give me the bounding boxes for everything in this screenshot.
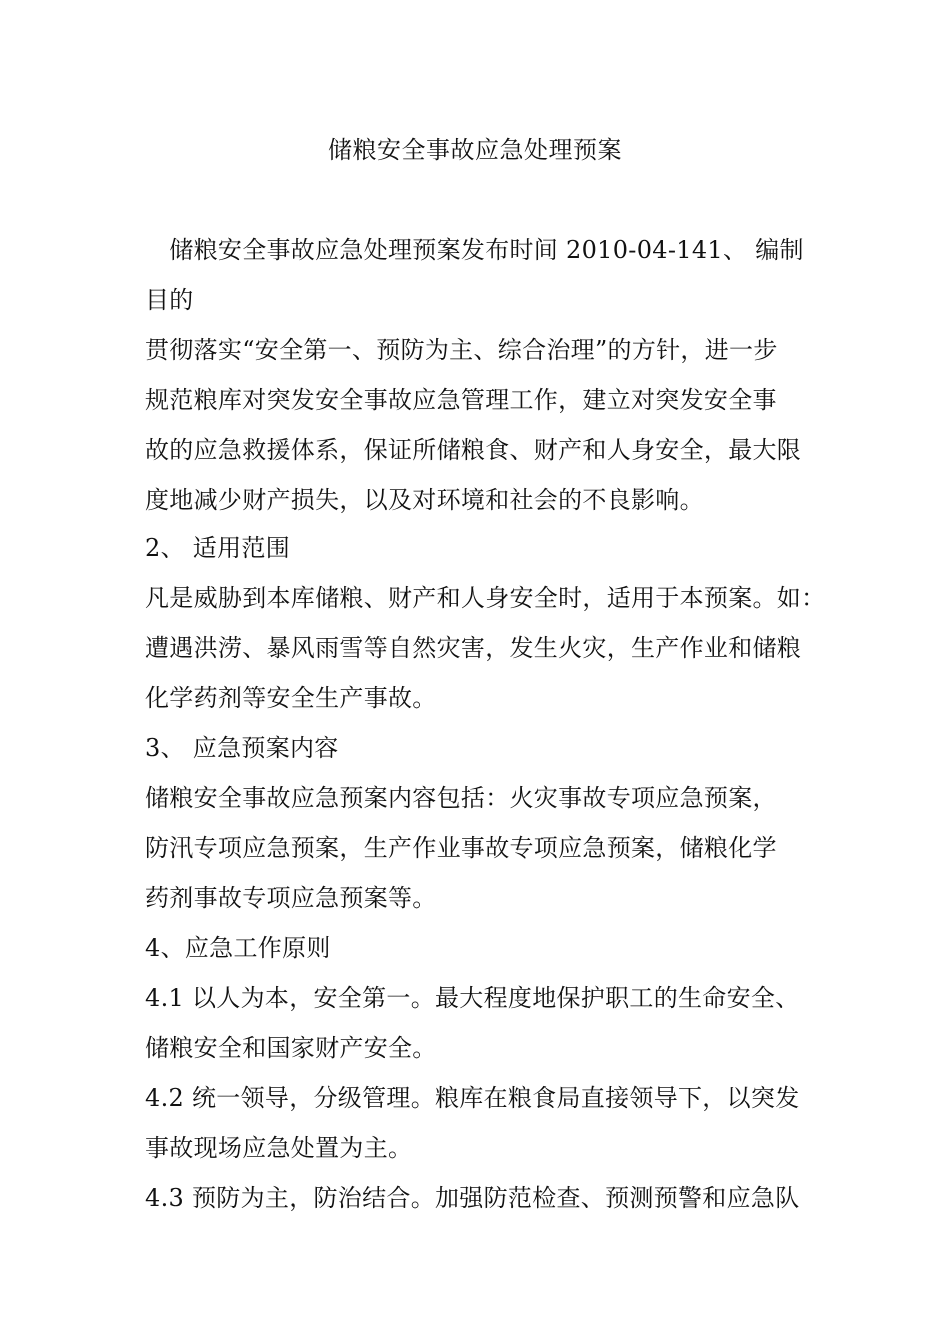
section-heading: 4、应急工作原则 bbox=[145, 934, 331, 962]
paragraph-line: 储粮安全事故应急处理预案发布时间 2010-04-141、 编制 bbox=[145, 236, 804, 264]
paragraph-line: 遭遇洪涝、暴风雨雪等自然灾害，发生火灾，生产作业和储粮 bbox=[145, 634, 802, 662]
paragraph-line: 度地减少财产损失，以及对环境和社会的不良影响。 bbox=[145, 486, 704, 514]
document-title: 储粮安全事故应急处理预案 bbox=[328, 136, 622, 164]
paragraph-line: 储粮安全和国家财产安全。 bbox=[145, 1034, 437, 1062]
paragraph-line: 防汛专项应急预案，生产作业事故专项应急预案，储粮化学 bbox=[145, 834, 777, 862]
paragraph-line: 4.1 以人为本，安全第一。最大程度地保护职工的生命安全、 bbox=[145, 984, 800, 1012]
paragraph-line: 凡是威胁到本库储粮、财产和人身安全时，适用于本预案。如： bbox=[145, 584, 826, 612]
paragraph-line: 目的 bbox=[145, 286, 194, 314]
section-heading: 2、 适用范围 bbox=[145, 534, 290, 562]
paragraph-line: 事故现场应急处置为主。 bbox=[145, 1134, 413, 1162]
paragraph-line: 4.3 预防为主，防治结合。加强防范检查、预测预警和应急队 bbox=[145, 1184, 800, 1212]
section-heading: 3、 应急预案内容 bbox=[145, 734, 339, 762]
paragraph-line: 储粮安全事故应急预案内容包括：火灾事故专项应急预案， bbox=[145, 784, 777, 812]
paragraph-line: 4.2 统一领导，分级管理。粮库在粮食局直接领导下，以突发 bbox=[145, 1084, 800, 1112]
paragraph-line: 贯彻落实“安全第一、预防为主、综合治理”的方针，进一步 bbox=[145, 336, 778, 364]
paragraph-line: 故的应急救援体系，保证所储粮食、财产和人身安全，最大限 bbox=[145, 436, 802, 464]
paragraph-line: 药剂事故专项应急预案等。 bbox=[145, 884, 437, 912]
paragraph-line: 规范粮库对突发安全事故应急管理工作，建立对突发安全事 bbox=[145, 386, 777, 414]
paragraph-line: 化学药剂等安全生产事故。 bbox=[145, 684, 437, 712]
